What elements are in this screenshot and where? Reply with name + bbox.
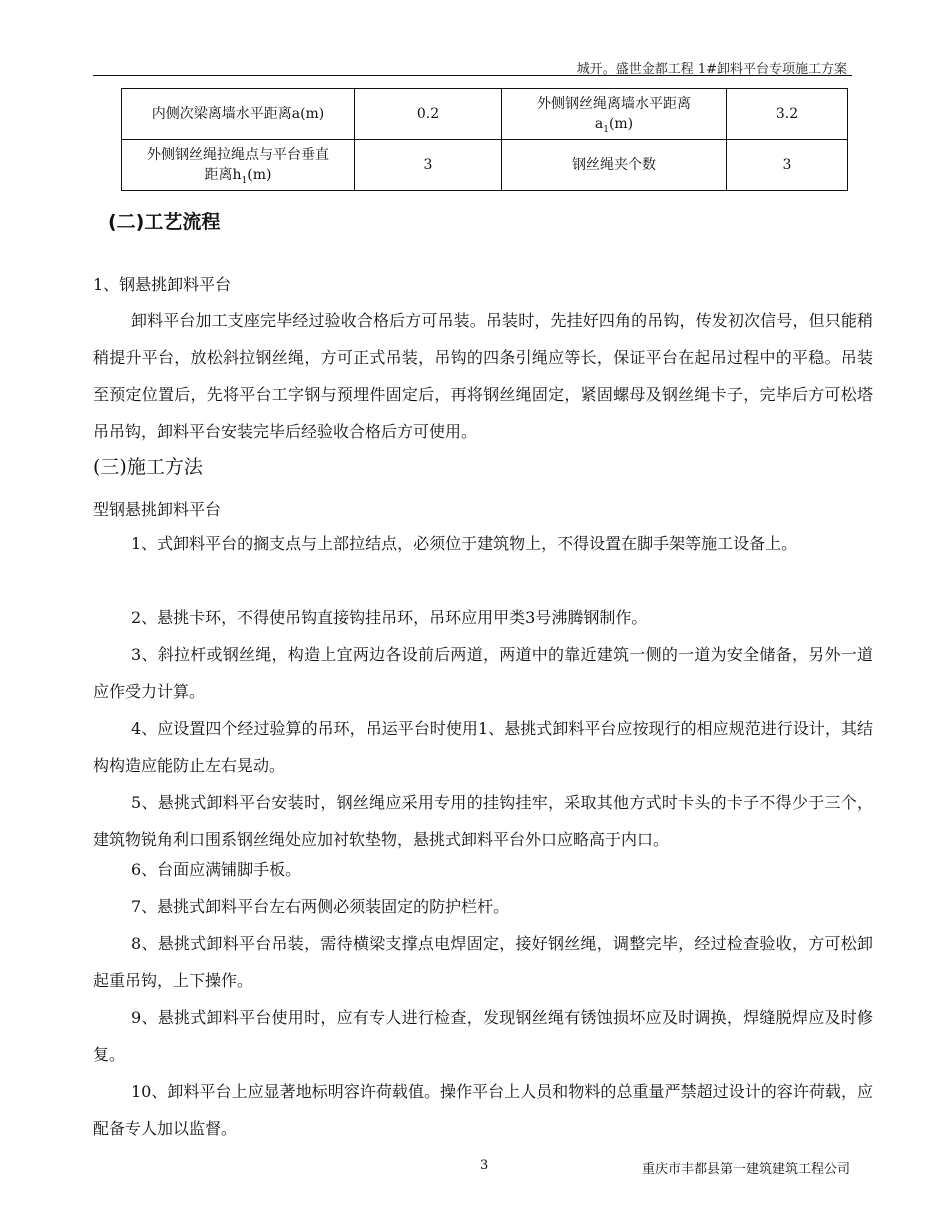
table-cell-value: 3 (727, 140, 848, 191)
cell-label-subscript: 1 (241, 175, 248, 186)
section-heading: (三)施工方法 (93, 456, 203, 478)
list-item: 3、斜拉杆或钢丝绳，构造上宜两边各设前后两道，两道中的靠近建筑一侧的一道为安全储备，另外一道应作受力计算。 (93, 645, 873, 701)
item-heading: 1、钢悬挑卸料平台 (93, 275, 232, 294)
table-cell-label: 钢丝绳夹个数 (502, 140, 727, 191)
cell-label-symbol: a (594, 116, 604, 132)
section-heading: (二)工艺流程 (108, 211, 221, 233)
list-item: 5、悬挑式卸料平台安装时，钢丝绳应采用专用的挂钩挂牢，采取其他方式时卡头的卡子不得少于三个，建筑物锐角利口围系钢丝绳处应加衬软垫物，悬挑式卸料平台外口应略高于内口。 (93, 793, 873, 849)
list-item: 8、悬挑式卸料平台吊装，需待横梁支撑点电焊固定，接好钢丝绳，调整完毕，经过检查验收，方可松卸起重吊钩，上下操作。 (93, 934, 873, 990)
table-cell-label (122, 140, 355, 191)
cell-label-unit: (m) (608, 116, 634, 132)
cell-label-subscript: 1 (603, 124, 609, 135)
list-item: 4、应设置四个经过验算的吊环，吊运平台时使用1、悬挑式卸料平台应按现行的相应规范进行设计，其结构构造应能防止左右晃动。 (93, 719, 873, 775)
table-row (122, 89, 848, 140)
table-cell-label (502, 89, 727, 140)
list-item: 2、悬挑卡环，不得使吊钩直接钩挂吊环，吊环应用甲类3号沸腾钢制作。 (131, 608, 648, 627)
table-cell-value: 0.2 (355, 89, 502, 140)
header-divider (93, 75, 852, 76)
page-header-title: 城开。盛世金都工程 1#卸料平台专项施工方案 (576, 62, 847, 77)
cell-label-main: 外侧钢丝绳离墙水平距离 (537, 96, 691, 112)
table-cell-value: 3 (355, 140, 502, 191)
list-item: 1、式卸料平台的搁支点与上部拉结点，必须位于建筑物上，不得设置在脚手架等施工设备上。 (131, 534, 798, 553)
body-paragraph: 卸料平台加工支座完毕经过验收合格后方可吊装。吊装时，先挂好四角的吊钩，传发初次信号，但只能稍稍提升平台，放松斜拉钢丝绳，方可正式吊装，吊钩的四条引绳应等长，保证平台在起吊过程中的平稳。吊装至预定位置后，先将平台工字钢与预埋件固定后，再将钢丝绳固定，紧固螺母及钢丝绳卡子，完毕后方可松塔吊吊钩，卸料平台安装完毕后经验收合格后方可使用。 (93, 311, 873, 441)
list-item: 10、卸料平台上应显著地标明容许荷载值。操作平台上人员和物料的总重量严禁超过设计的容许荷载，应配备专人加以监督。 (93, 1082, 873, 1138)
parameter-table (121, 88, 848, 191)
table-cell-value: 3.2 (727, 89, 848, 140)
page-number: 3 (480, 1158, 489, 1173)
list-item: 6、台面应满铺脚手板。 (131, 860, 302, 879)
subsection-heading: 型钢悬挑卸料平台 (93, 500, 222, 519)
cell-label-unit: (m) (247, 167, 272, 183)
table-cell-label: 内侧次梁离墙水平距离a(m) (122, 89, 355, 140)
cell-label-main: 外侧钢丝绳拉绳点与平台垂直 (147, 147, 329, 163)
cell-label-symbol: 距离h (204, 167, 242, 183)
footer-company: 重庆市丰都县第一建筑建筑工程公司 (641, 1162, 850, 1177)
list-item: 9、悬挑式卸料平台使用时，应有专人进行检查，发现钢丝绳有锈蚀损坏应及时调换，焊缝脱焊应及时修复。 (93, 1008, 873, 1064)
list-item: 7、悬挑式卸料平台左右两侧必须装固定的防护栏杆。 (131, 897, 510, 916)
table-row (122, 140, 848, 191)
